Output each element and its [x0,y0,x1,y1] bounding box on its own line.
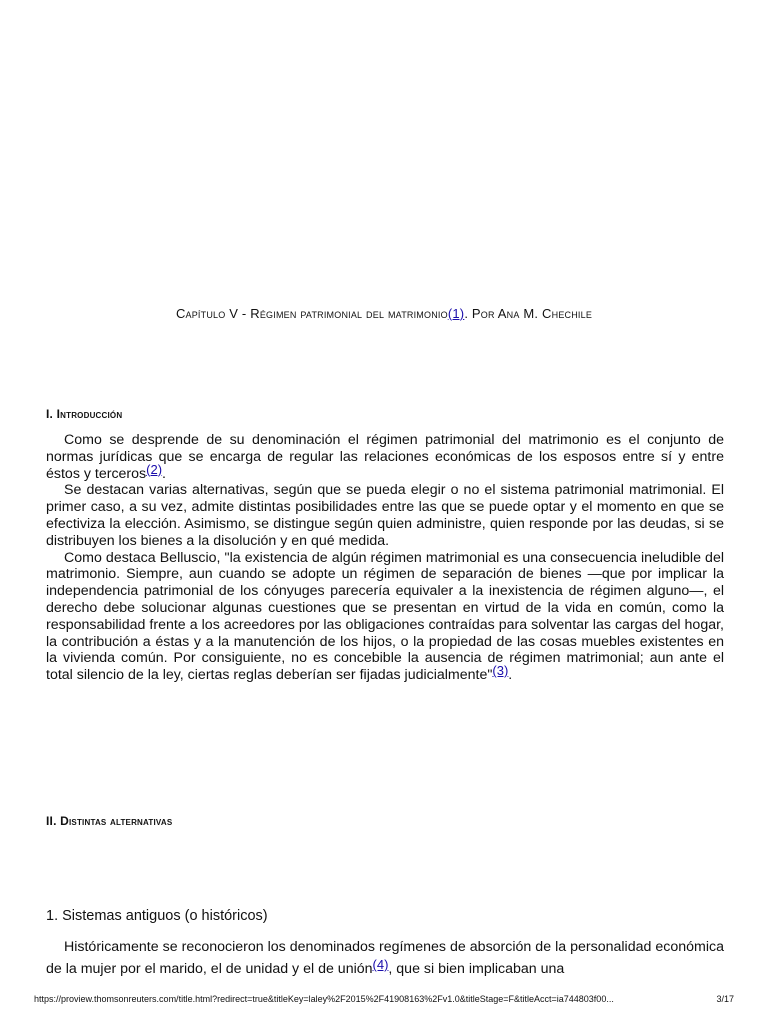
print-footer [34,994,734,1004]
footnote-link-1[interactable]: (1) [447,306,465,321]
chapter-author: . Por Ana M. Chechile [464,306,593,321]
paragraph-text: Como se desprende de su denominación el régimen patrimonial del matrimonio es el conjunto de normas jurídicas que se encarga de regular las relaciones económicas de los esposos entre sí y entre éstos y terceros [46,432,724,482]
section-heading-introduccion: I. Introducción [46,407,123,421]
subsection-heading: 1. Sistemas antiguos (o históricos) [46,908,268,924]
paragraph-text: Como destaca Belluscio, "la existencia de algún régimen matrimonial es una consecuencia ineludible del matrimonio. Siempre, aun cuando se adopte un régimen de separación de bienes —que por implicar la independencia patrimonial de los cónyuges parecería equivaler a la inexistencia de régimen alguno—, el derecho debe solucionar algunas cuestiones que se presentan en virtud de la vida en común, como la responsabilidad frente a los acreedores por las obligaciones contraídas para solventar las cargas del hogar, la contribución a éstas y a la manutención de los hijos, o la propiedad de las cosas muebles existentes en la vivienda común. Por consiguiente, no es concebible la ausencia de régimen matrimonial; aun ante el total silencio de la ley, ciertas reglas deberían ser fijadas judicialmente" [46,549,724,684]
section-heading-alternativas: II. Distintas alternativas [46,814,173,828]
page-number: 3/17 [716,994,734,1004]
footnote-link-2[interactable]: (2) [146,461,163,477]
paragraph [46,432,724,482]
paragraph-end: . [508,667,513,684]
section-body-alternativas [46,936,724,980]
chapter-title-text: Capítulo V - Régimen patrimonial del matrimonio [175,306,448,321]
chapter-title [0,306,768,321]
footnote-link-4[interactable]: (4) [372,957,389,972]
paragraph-text: Históricamente se reconocieron los denominados regímenes de absorción de la personalidad económica de la mujer por el marido, el de unidad y el de unión [46,939,724,977]
footer-url: https://proview.thomsonreuters.com/title.html?redirect=true&titleKey=laley%2F2015%2F41908163%2Fv1.0&titleStage=F&titleAcct=ia744803f00... [34,994,614,1004]
section-body-introduccion [46,432,724,684]
paragraph-end: , que si bien implicaban una [388,961,565,977]
paragraph: Se destacan varias alternativas, según que se pueda elegir o no el sistema patrimonial matrimonial. El primer caso, a su vez, admite distintas posibilidades entre las que se puede optar y el momento en que se efectiviza la elección. Asimismo, se distingue según quien administre, quien responde por las deudas, si se distribuyen los bienes a la disolución y en qué medida. [46,482,724,549]
paragraph [46,550,724,684]
footnote-link-3[interactable]: (3) [492,663,509,679]
paragraph-end: . [162,465,166,482]
paragraph [46,936,724,980]
